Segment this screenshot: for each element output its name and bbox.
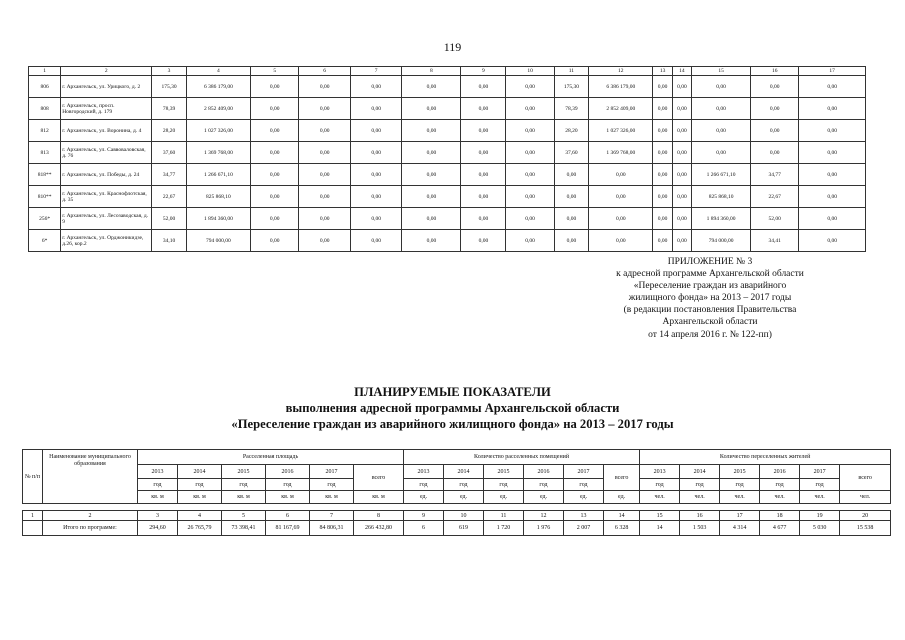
value-cell: 0,00 xyxy=(589,208,653,230)
column-number: 12 xyxy=(589,67,653,76)
value-cell: 0,00 xyxy=(461,76,506,98)
total-value: 1 720 xyxy=(484,521,524,536)
spacer-row xyxy=(23,504,891,511)
value-cell: 0,00 xyxy=(653,208,672,230)
appendix-line: от 14 апреля 2016 г. № 122-пп) xyxy=(648,329,772,340)
totals-label: Итого по программе: xyxy=(43,521,138,536)
table-row xyxy=(29,186,866,208)
value-cell: 37,60 xyxy=(554,142,588,164)
col-name-header: Наименование муниципального образования xyxy=(43,450,138,504)
value-cell: 0,00 xyxy=(350,76,402,98)
table-row xyxy=(29,230,866,252)
value-cell: 0,00 xyxy=(554,164,588,186)
value-cell: 1 369 768,00 xyxy=(186,142,250,164)
value-cell: 52,00 xyxy=(152,208,186,230)
total-value: 619 xyxy=(444,521,484,536)
column-number: 4 xyxy=(178,511,222,521)
year-word: год xyxy=(266,479,310,491)
column-number: 6 xyxy=(299,67,351,76)
column-number: 15 xyxy=(692,67,751,76)
column-number: 2 xyxy=(43,511,138,521)
value-cell: 0,00 xyxy=(299,142,351,164)
column-number: 11 xyxy=(554,67,588,76)
value-cell: 0,00 xyxy=(799,186,866,208)
spacer-cell xyxy=(800,504,840,511)
value-cell: 825 868,10 xyxy=(692,186,751,208)
appendix-line: ПРИЛОЖЕНИЕ № 3 xyxy=(667,257,753,267)
year-header: 2014 xyxy=(680,465,720,479)
column-number: 3 xyxy=(152,67,186,76)
total-value: 266 432,80 xyxy=(354,521,404,536)
year-word: год xyxy=(640,479,680,491)
value-cell: 825 868,10 xyxy=(186,186,250,208)
value-cell: 0,00 xyxy=(692,120,751,142)
total-value: 5 030 xyxy=(800,521,840,536)
column-number: 8 xyxy=(354,511,404,521)
value-cell: 0,00 xyxy=(299,98,351,120)
total-value: 1 503 xyxy=(680,521,720,536)
header-row-groups xyxy=(23,450,891,465)
value-cell: 0,00 xyxy=(653,164,672,186)
value-cell: 0,00 xyxy=(402,142,461,164)
value-cell: 0,00 xyxy=(350,186,402,208)
total-value: 26 765,79 xyxy=(178,521,222,536)
value-cell: 34,41 xyxy=(751,230,799,252)
value-cell: 0,00 xyxy=(461,98,506,120)
column-number: 17 xyxy=(720,511,760,521)
value-cell: 0,00 xyxy=(350,142,402,164)
column-number: 17 xyxy=(799,67,866,76)
value-cell: 0,00 xyxy=(653,76,672,98)
value-cell: 0,00 xyxy=(350,164,402,186)
total-value: 1 976 xyxy=(524,521,564,536)
table-row xyxy=(29,98,866,120)
value-cell: 0,00 xyxy=(554,208,588,230)
value-cell: 0,00 xyxy=(653,98,672,120)
column-number: 10 xyxy=(506,67,554,76)
appendix-line: «Переселение граждан из аварийного xyxy=(633,281,787,292)
year-word: год xyxy=(444,479,484,491)
year-word: год xyxy=(564,479,604,491)
value-cell: 0,00 xyxy=(299,208,351,230)
table-row xyxy=(29,164,866,186)
value-cell: 0,00 xyxy=(402,76,461,98)
value-cell: 0,00 xyxy=(402,164,461,186)
value-cell: 0,00 xyxy=(461,186,506,208)
column-number: 14 xyxy=(604,511,640,521)
spacer-cell xyxy=(604,504,640,511)
column-number: 9 xyxy=(404,511,444,521)
address-cell: г. Архангельск, ул. Орджоникидзе, д.26, кор.2 xyxy=(61,230,152,252)
value-cell: 0,00 xyxy=(299,186,351,208)
value-cell: 6 386 179,00 xyxy=(186,76,250,98)
year-header: 2017 xyxy=(310,465,354,479)
column-number: 16 xyxy=(680,511,720,521)
year-word: год xyxy=(800,479,840,491)
group-rooms-header: Количество расселенных помещений xyxy=(404,450,640,465)
row-number: 808 xyxy=(29,98,61,120)
value-cell: 2 852 409,00 xyxy=(186,98,250,120)
year-word: год xyxy=(720,479,760,491)
value-cell: 0,00 xyxy=(554,186,588,208)
group-area-header: Расселенная площадь xyxy=(138,450,404,465)
unit-cell: кв. м xyxy=(266,491,310,504)
year-word: год xyxy=(404,479,444,491)
value-cell: 0,00 xyxy=(692,98,751,120)
value-cell: 0,00 xyxy=(251,98,299,120)
value-cell: 0,00 xyxy=(350,230,402,252)
total-value: 81 167,69 xyxy=(266,521,310,536)
column-number: 7 xyxy=(310,511,354,521)
value-cell: 22,67 xyxy=(152,186,186,208)
value-cell: 0,00 xyxy=(799,76,866,98)
unit-cell: чел. xyxy=(680,491,720,504)
address-table xyxy=(28,66,866,252)
value-cell: 0,00 xyxy=(461,142,506,164)
unit-cell: ед. xyxy=(564,491,604,504)
value-cell: 0,00 xyxy=(672,164,691,186)
total-value: 84 806,31 xyxy=(310,521,354,536)
column-number: 20 xyxy=(840,511,891,521)
value-cell: 28,20 xyxy=(152,120,186,142)
spacer-cell xyxy=(640,504,680,511)
title-line-3: «Переселение граждан из аварийного жилищного фонда» на 2013 – 2017 годы xyxy=(231,417,674,431)
value-cell: 78,39 xyxy=(152,98,186,120)
column-number: 9 xyxy=(461,67,506,76)
value-cell: 37,60 xyxy=(152,142,186,164)
total-value: 4 677 xyxy=(760,521,800,536)
column-number: 2 xyxy=(61,67,152,76)
value-cell: 0,00 xyxy=(672,120,691,142)
spacer-cell xyxy=(720,504,760,511)
column-number: 5 xyxy=(251,67,299,76)
column-numbers-row xyxy=(23,511,891,521)
value-cell: 0,00 xyxy=(672,142,691,164)
unit-cell: кв. м xyxy=(138,491,178,504)
value-cell: 0,00 xyxy=(799,98,866,120)
total-value: 6 xyxy=(404,521,444,536)
spacer-cell xyxy=(354,504,404,511)
value-cell: 0,00 xyxy=(350,98,402,120)
value-cell: 1 894 360,00 xyxy=(186,208,250,230)
value-cell: 0,00 xyxy=(402,98,461,120)
value-cell: 0,00 xyxy=(692,142,751,164)
column-number: 10 xyxy=(444,511,484,521)
value-cell: 0,00 xyxy=(589,186,653,208)
unit-cell: ед. xyxy=(604,491,640,504)
row-number: 813 xyxy=(29,142,61,164)
spacer-cell xyxy=(43,504,138,511)
unit-cell: кв. м xyxy=(354,491,404,504)
row-number: 818** xyxy=(29,164,61,186)
spacer-cell xyxy=(138,504,178,511)
header-row xyxy=(29,67,866,76)
year-header: 2014 xyxy=(178,465,222,479)
value-cell: 0,00 xyxy=(251,76,299,98)
unit-cell: чел. xyxy=(840,491,891,504)
value-cell: 0,00 xyxy=(799,120,866,142)
spacer-cell xyxy=(444,504,484,511)
value-cell: 0,00 xyxy=(672,230,691,252)
value-cell: 0,00 xyxy=(299,230,351,252)
spacer-cell xyxy=(23,504,43,511)
address-cell: г. Архангельск, ул. Саввоваловская, д. 76 xyxy=(61,142,152,164)
value-cell: 0,00 xyxy=(506,208,554,230)
value-cell: 0,00 xyxy=(506,98,554,120)
appendix-line: к адресной программе Архангельской области xyxy=(616,269,804,280)
value-cell: 0,00 xyxy=(251,208,299,230)
appendix-line: (в редакции постановления Правительства xyxy=(623,305,797,316)
value-cell: 0,00 xyxy=(461,208,506,230)
title-line-1: ПЛАНИРУЕМЫЕ ПОКАЗАТЕЛИ xyxy=(354,385,551,399)
spacer-cell xyxy=(310,504,354,511)
year-word: год xyxy=(760,479,800,491)
value-cell: 0,00 xyxy=(751,98,799,120)
unit-cell: чел. xyxy=(760,491,800,504)
col-no-header: № п/п xyxy=(23,450,43,504)
year-header: 2015 xyxy=(720,465,760,479)
column-number: 8 xyxy=(402,67,461,76)
column-number: 6 xyxy=(266,511,310,521)
spacer-cell xyxy=(840,504,891,511)
value-cell: 0,00 xyxy=(672,76,691,98)
year-word: год xyxy=(222,479,266,491)
spacer-cell xyxy=(524,504,564,511)
row-number: 256* xyxy=(29,208,61,230)
value-cell: 0,00 xyxy=(554,230,588,252)
value-cell: 34,77 xyxy=(751,164,799,186)
value-cell: 0,00 xyxy=(589,164,653,186)
value-cell: 1 266 671,10 xyxy=(186,164,250,186)
year-word: год xyxy=(484,479,524,491)
value-cell: 0,00 xyxy=(799,142,866,164)
value-cell: 28,20 xyxy=(554,120,588,142)
total-value: 73 398,41 xyxy=(222,521,266,536)
value-cell: 0,00 xyxy=(350,120,402,142)
value-cell: 1 266 671,10 xyxy=(692,164,751,186)
table-row xyxy=(29,76,866,98)
spacer-cell xyxy=(484,504,524,511)
column-number: 3 xyxy=(138,511,178,521)
value-cell: 0,00 xyxy=(692,76,751,98)
indicators-table xyxy=(22,449,891,536)
value-cell: 2 852 409,00 xyxy=(589,98,653,120)
unit-cell: чел. xyxy=(720,491,760,504)
value-cell: 1 027 326,00 xyxy=(186,120,250,142)
totals-row xyxy=(23,521,891,536)
value-cell: 0,00 xyxy=(653,142,672,164)
value-cell: 0,00 xyxy=(589,230,653,252)
year-header: 2016 xyxy=(524,465,564,479)
value-cell: 0,00 xyxy=(251,164,299,186)
total-header: всего xyxy=(354,465,404,491)
spacer-cell xyxy=(404,504,444,511)
row-number: 6* xyxy=(29,230,61,252)
total-value: 2 007 xyxy=(564,521,604,536)
spacer-cell xyxy=(266,504,310,511)
unit-cell: чел. xyxy=(640,491,680,504)
column-number: 19 xyxy=(800,511,840,521)
unit-cell: ед. xyxy=(484,491,524,504)
value-cell: 34,77 xyxy=(152,164,186,186)
total-value: 4 314 xyxy=(720,521,760,536)
value-cell: 0,00 xyxy=(350,208,402,230)
year-header: 2015 xyxy=(222,465,266,479)
value-cell: 0,00 xyxy=(461,230,506,252)
year-header: 2016 xyxy=(760,465,800,479)
column-number: 14 xyxy=(672,67,691,76)
value-cell: 0,00 xyxy=(299,164,351,186)
appendix-block xyxy=(585,256,835,341)
value-cell: 1 027 326,00 xyxy=(589,120,653,142)
value-cell: 0,00 xyxy=(251,186,299,208)
appendix-line: жилищного фонда» на 2013 – 2017 годы xyxy=(628,293,792,304)
year-header: 2013 xyxy=(138,465,178,479)
year-header: 2017 xyxy=(800,465,840,479)
column-number: 1 xyxy=(23,511,43,521)
column-number: 7 xyxy=(350,67,402,76)
header-row-units xyxy=(23,491,891,504)
value-cell: 0,00 xyxy=(672,98,691,120)
unit-cell: чел. xyxy=(800,491,840,504)
column-number: 5 xyxy=(222,511,266,521)
value-cell: 0,00 xyxy=(751,76,799,98)
address-cell: г. Архангельск, ул. Лесозаводская, д. 9 xyxy=(61,208,152,230)
table-row xyxy=(29,142,866,164)
column-number: 12 xyxy=(524,511,564,521)
value-cell: 0,00 xyxy=(402,120,461,142)
year-header: 2015 xyxy=(484,465,524,479)
value-cell: 22,67 xyxy=(751,186,799,208)
year-word: год xyxy=(310,479,354,491)
totals-no xyxy=(23,521,43,536)
value-cell: 34,10 xyxy=(152,230,186,252)
total-value: 14 xyxy=(640,521,680,536)
year-header: 2013 xyxy=(640,465,680,479)
value-cell: 0,00 xyxy=(799,230,866,252)
year-header: 2014 xyxy=(444,465,484,479)
address-cell: г. Архангельск, ул. Победы, д. 24 xyxy=(61,164,152,186)
total-value: 294,60 xyxy=(138,521,178,536)
value-cell: 1 369 768,00 xyxy=(589,142,653,164)
value-cell: 0,00 xyxy=(751,120,799,142)
value-cell: 794 000,00 xyxy=(186,230,250,252)
value-cell: 0,00 xyxy=(653,186,672,208)
appendix-line: Архангельской области xyxy=(662,317,758,328)
address-cell: г. Архангельск, ул. Урицкого, д. 2 xyxy=(61,76,152,98)
value-cell: 6 386 179,00 xyxy=(589,76,653,98)
value-cell: 794 000,00 xyxy=(692,230,751,252)
value-cell: 0,00 xyxy=(461,164,506,186)
value-cell: 0,00 xyxy=(251,120,299,142)
year-word: год xyxy=(178,479,222,491)
unit-cell: кв. м xyxy=(222,491,266,504)
year-word: год xyxy=(138,479,178,491)
value-cell: 175,30 xyxy=(152,76,186,98)
column-number: 1 xyxy=(29,67,61,76)
value-cell: 0,00 xyxy=(799,208,866,230)
total-value: 6 328 xyxy=(604,521,640,536)
value-cell: 1 894 360,00 xyxy=(692,208,751,230)
value-cell: 0,00 xyxy=(506,142,554,164)
spacer-cell xyxy=(222,504,266,511)
address-cell: г. Архангельск, просп. Новгородский, д. 179 xyxy=(61,98,152,120)
spacer-cell xyxy=(564,504,604,511)
unit-cell: кв. м xyxy=(310,491,354,504)
value-cell: 0,00 xyxy=(506,186,554,208)
value-cell: 0,00 xyxy=(653,120,672,142)
value-cell: 0,00 xyxy=(799,164,866,186)
value-cell: 0,00 xyxy=(461,120,506,142)
spacer-cell xyxy=(680,504,720,511)
value-cell: 0,00 xyxy=(751,142,799,164)
table-row xyxy=(29,208,866,230)
row-number: 806 xyxy=(29,76,61,98)
value-cell: 0,00 xyxy=(506,120,554,142)
year-header: 2017 xyxy=(564,465,604,479)
value-cell: 0,00 xyxy=(506,76,554,98)
address-cell: г. Архангельск, ул. Краснофлотская, д. 35 xyxy=(61,186,152,208)
unit-cell: ед. xyxy=(444,491,484,504)
table-row xyxy=(29,120,866,142)
group-residents-header: Количество переселенных жителей xyxy=(640,450,891,465)
column-number: 13 xyxy=(564,511,604,521)
column-number: 15 xyxy=(640,511,680,521)
row-number: 812 xyxy=(29,120,61,142)
value-cell: 0,00 xyxy=(402,186,461,208)
header-row-years xyxy=(23,465,891,479)
unit-cell: ед. xyxy=(404,491,444,504)
value-cell: 0,00 xyxy=(672,208,691,230)
total-header: всего xyxy=(604,465,640,491)
value-cell: 0,00 xyxy=(299,120,351,142)
value-cell: 0,00 xyxy=(402,230,461,252)
page-number: 119 xyxy=(443,40,462,54)
value-cell: 0,00 xyxy=(402,208,461,230)
year-header: 2013 xyxy=(404,465,444,479)
spacer-cell xyxy=(760,504,800,511)
value-cell: 0,00 xyxy=(251,230,299,252)
column-number: 18 xyxy=(760,511,800,521)
header-row-year-word xyxy=(23,479,891,491)
value-cell: 0,00 xyxy=(506,230,554,252)
value-cell: 0,00 xyxy=(672,186,691,208)
value-cell: 0,00 xyxy=(506,164,554,186)
year-word: год xyxy=(680,479,720,491)
year-word: год xyxy=(524,479,564,491)
total-value: 15 538 xyxy=(840,521,891,536)
title-line-2: выполнения адресной программы Архангельской области xyxy=(285,401,620,415)
column-number: 16 xyxy=(751,67,799,76)
unit-cell: ед. xyxy=(524,491,564,504)
total-header: всего xyxy=(840,465,891,491)
column-number: 13 xyxy=(653,67,672,76)
value-cell: 78,39 xyxy=(554,98,588,120)
address-cell: г. Архангельск, ул. Воронина, д. 4 xyxy=(61,120,152,142)
column-number: 11 xyxy=(484,511,524,521)
column-number: 4 xyxy=(186,67,250,76)
year-header: 2016 xyxy=(266,465,310,479)
row-number: 810** xyxy=(29,186,61,208)
spacer-cell xyxy=(178,504,222,511)
value-cell: 52,00 xyxy=(751,208,799,230)
value-cell: 0,00 xyxy=(251,142,299,164)
value-cell: 175,30 xyxy=(554,76,588,98)
value-cell: 0,00 xyxy=(653,230,672,252)
unit-cell: кв. м xyxy=(178,491,222,504)
value-cell: 0,00 xyxy=(299,76,351,98)
